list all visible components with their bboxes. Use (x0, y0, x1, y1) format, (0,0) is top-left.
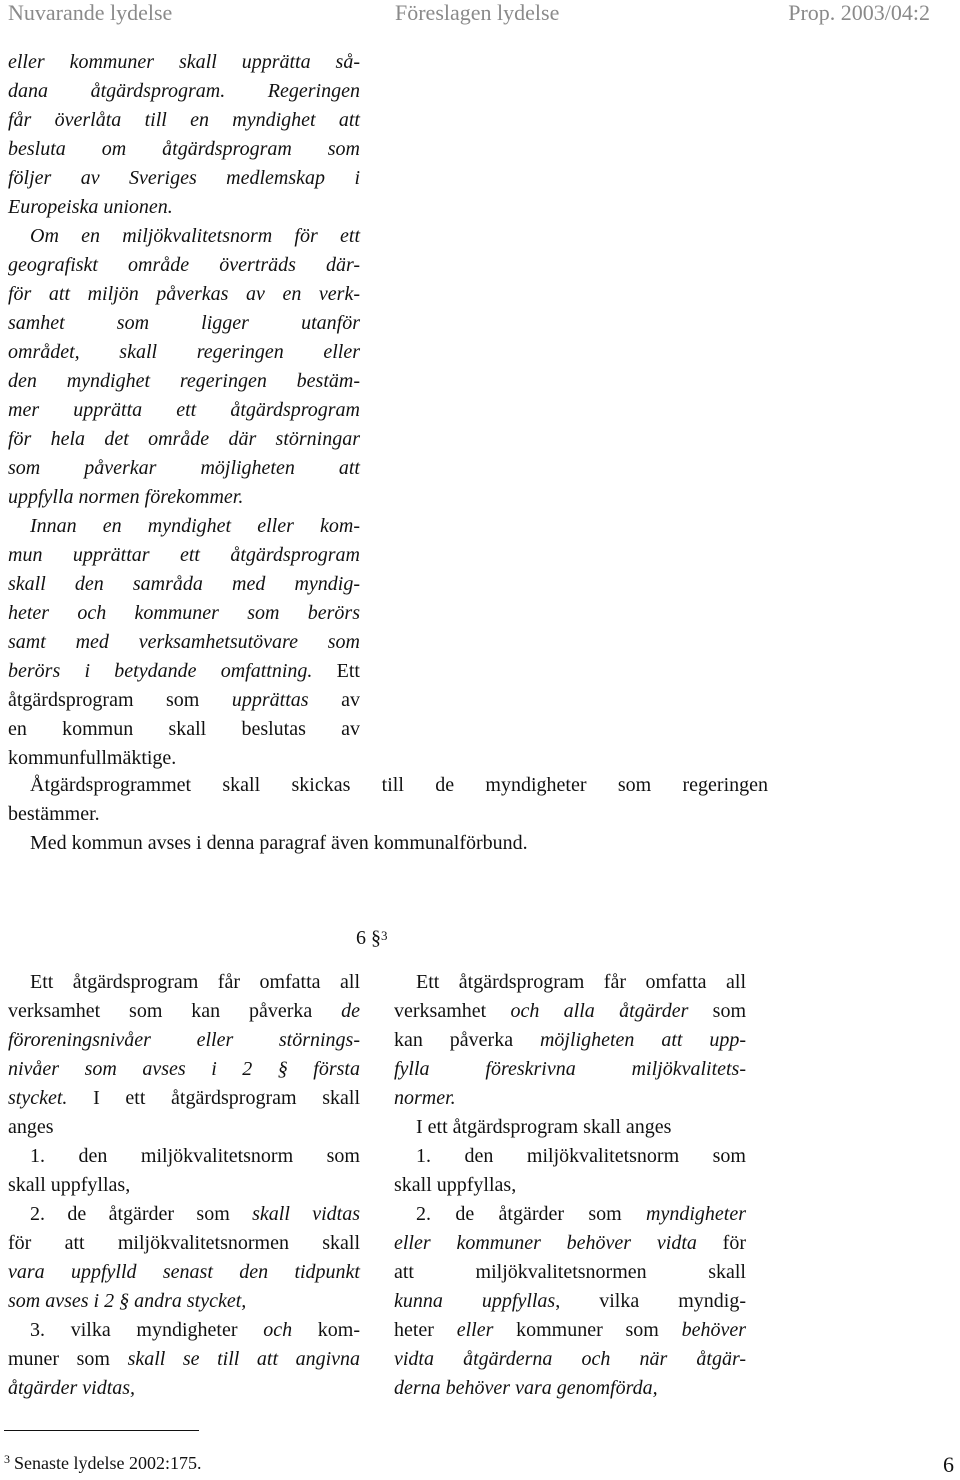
header-prop-number: Prop. 2003/04:2 (788, 0, 930, 25)
plain-text: 2. de åtgärder som (416, 1203, 647, 1225)
italic-text: uppfylla normen förekommer. (8, 486, 244, 508)
italic-text: den myndighet regeringen bestäm- (8, 370, 360, 392)
text-line (8, 686, 360, 715)
text-line (8, 968, 360, 997)
plain-text: verksamhet som kan påverka (8, 1000, 342, 1022)
plain-text: skall uppfyllas, (8, 1174, 131, 1196)
text-line (8, 570, 360, 599)
plain-text: kommunfullmäktige. (8, 747, 177, 769)
text-line (394, 1113, 746, 1142)
plain-text: 3. vilka myndigheter (30, 1319, 264, 1341)
text-line (394, 1084, 746, 1113)
text-line (8, 512, 360, 541)
italic-text: och alla åtgärder (510, 1000, 689, 1022)
text-line (394, 1142, 746, 1171)
text-line (8, 483, 360, 512)
text-line (394, 1316, 746, 1345)
italic-text: åtgärder vidtas, (8, 1377, 136, 1399)
plain-text: , vilka myndig- (555, 1290, 746, 1312)
italic-text: derna behöver vara genomförda, (394, 1377, 658, 1399)
text-line (8, 541, 360, 570)
text-line (394, 1026, 746, 1055)
text-line (394, 1374, 746, 1403)
italic-text: Om en miljökvalitetsnorm för ett (30, 225, 360, 247)
text-line (8, 309, 360, 338)
text-line (8, 1316, 360, 1345)
italic-text: området, skall regeringen eller (8, 341, 360, 363)
common-paragraphs (8, 771, 768, 858)
italic-text: eller kommuner behöver vidta (394, 1232, 697, 1254)
plain-text: åtgärdsprogram som (8, 689, 200, 711)
plain-text: 1. den miljökvalitetsnorm som (30, 1145, 360, 1167)
plain-text: av (308, 689, 360, 711)
plain-text: kan påverka (394, 1029, 540, 1051)
text-line (8, 77, 360, 106)
text-line (394, 1229, 746, 1258)
text-line (8, 396, 360, 425)
footnote-text: Senaste lydelse 2002:175. (14, 1453, 202, 1473)
text-line (8, 1055, 360, 1084)
text-line (8, 135, 360, 164)
text-line (8, 280, 360, 309)
text-line (8, 1258, 360, 1287)
italic-text: heter och kommuner som berörs (8, 602, 360, 624)
text-line (8, 997, 360, 1026)
text-line (8, 1229, 360, 1258)
italic-text: för att miljön påverkas av en verk- (8, 283, 360, 305)
text-line (8, 744, 360, 773)
text-line (8, 251, 360, 280)
text-line (8, 193, 360, 222)
left-column-continued-text (8, 48, 360, 773)
italic-text: skall vidtas (252, 1203, 360, 1225)
footnote-number: 3 (4, 1452, 10, 1466)
plain-text: 1. den miljökvalitetsnorm som (416, 1145, 746, 1167)
text-line (8, 1084, 360, 1113)
text-line (8, 367, 360, 396)
footnote-divider (4, 1430, 199, 1431)
italic-text: föroreningsnivåer eller störnings- (8, 1029, 360, 1051)
text-line (8, 1026, 360, 1055)
italic-text: vara uppfylld senast den tidpunkt (8, 1261, 360, 1283)
italic-text: berörs i betydande omfattning. (8, 660, 313, 682)
italic-text: samhet som ligger utanför (8, 312, 360, 334)
italic-text: dana åtgärdsprogram. Regeringen (8, 80, 360, 102)
text-line (8, 715, 360, 744)
plain-text: anges (8, 1116, 54, 1138)
text-line (394, 1200, 746, 1229)
italic-text: möjligheten att upp- (539, 1029, 746, 1051)
text-line (394, 997, 746, 1026)
plain-text: Ett åtgärdsprogram får omfatta all (30, 971, 360, 993)
text-line (8, 1171, 360, 1200)
plain-text: Ett (312, 660, 360, 682)
text-line (8, 222, 360, 251)
section-number: 6 (356, 927, 366, 949)
italic-text: kunna uppfyllas (394, 1290, 556, 1312)
text-line (8, 628, 360, 657)
italic-text: och (263, 1319, 293, 1341)
text-line (8, 454, 360, 483)
text-line (8, 1345, 360, 1374)
italic-text: följer av Sveriges medlemskap i (8, 167, 360, 189)
text-line (8, 1287, 360, 1316)
italic-text: geografiskt område överträds där- (8, 254, 360, 276)
plain-text: kommuner som (493, 1319, 682, 1341)
section-heading (356, 925, 388, 951)
italic-text: Europeiska unionen. (8, 196, 173, 218)
plain-text: skall uppfyllas, (394, 1174, 517, 1196)
italic-text: behöver (681, 1319, 746, 1341)
text-line (394, 1171, 746, 1200)
text-line (8, 1200, 360, 1229)
text-line (394, 1258, 746, 1287)
text-line (8, 164, 360, 193)
italic-text: upprättas (199, 689, 309, 711)
text-line (394, 1345, 746, 1374)
text-line (394, 1287, 746, 1316)
italic-text: eller kommuner skall upprätta så- (8, 51, 360, 73)
plain-text: för att miljökvalitetsnormen skall (8, 1232, 360, 1254)
italic-text: besluta om åtgärdsprogram som (8, 138, 360, 160)
italic-text: nivåer som avses i 2 § första (8, 1058, 360, 1080)
italic-text: för hela det område där störningar (8, 428, 360, 450)
plain-text: 2. de åtgärder som (30, 1203, 253, 1225)
text-line (8, 48, 360, 77)
plain-text: kom- (292, 1319, 360, 1341)
proposed-wording-column (394, 968, 746, 1403)
text-line (8, 599, 360, 628)
paragraph-line: Åtgärdsprogrammet skall skickas till de myndigheter som regeringen (30, 774, 768, 796)
page-number: 6 (943, 1452, 954, 1477)
italic-text: fylla föreskrivna miljökvalitets- (394, 1058, 746, 1080)
plain-text: att miljökvalitetsnormen skall (394, 1261, 746, 1283)
italic-text: som påverkar möjligheten att (8, 457, 360, 479)
plain-text: verksamhet (394, 1000, 511, 1022)
text-line (8, 1142, 360, 1171)
italic-text: Innan en myndighet eller kom- (30, 515, 360, 537)
italic-text: vidta åtgärderna och när åtgär- (394, 1348, 746, 1370)
italic-text: skall den samråda med myndig- (8, 573, 360, 595)
header-proposed-wording: Föreslagen lydelse (395, 0, 560, 25)
section-symbol: § (371, 927, 381, 949)
italic-text: mer upprätta ett åtgärdsprogram (8, 399, 360, 421)
italic-text: myndigheter (646, 1203, 746, 1225)
italic-text: samt med verksamhetsutövare som (8, 631, 360, 653)
plain-text: för (696, 1232, 746, 1254)
plain-text: heter (394, 1319, 457, 1341)
text-line (8, 425, 360, 454)
italic-text: mun upprättar ett åtgärdsprogram (8, 544, 360, 566)
italic-text: som avses i 2 § andra stycket, (8, 1290, 247, 1312)
paragraph-line: bestämmer. (8, 803, 100, 825)
plain-text: Ett åtgärdsprogram får omfatta all (416, 971, 746, 993)
italic-text: normer. (394, 1087, 456, 1109)
italic-text: skall se till att angivna (127, 1348, 360, 1370)
italic-text: eller (456, 1319, 494, 1341)
text-line (394, 1055, 746, 1084)
italic-text: stycket. (8, 1087, 68, 1109)
plain-text: en kommun skall beslutas av (8, 718, 360, 740)
text-line (8, 1113, 360, 1142)
text-line (8, 1374, 360, 1403)
current-wording-column (8, 968, 360, 1403)
plain-text: I ett åtgärdsprogram skall (67, 1087, 360, 1109)
footnote-reference: 3 (381, 928, 388, 943)
text-line (8, 657, 360, 686)
plain-text: I ett åtgärdsprogram skall anges (416, 1116, 672, 1138)
italic-text: får överlåta till en myndighet att (8, 109, 360, 131)
text-line (8, 106, 360, 135)
text-line (8, 338, 360, 367)
plain-text: muner som (8, 1348, 128, 1370)
paragraph-line: Med kommun avses i denna paragraf även kommunalförbund. (30, 832, 528, 854)
italic-text: de (341, 1000, 360, 1022)
text-line (394, 968, 746, 997)
header-current-wording: Nuvarande lydelse (8, 0, 173, 25)
plain-text: som (688, 1000, 747, 1022)
footnote (4, 1452, 201, 1474)
